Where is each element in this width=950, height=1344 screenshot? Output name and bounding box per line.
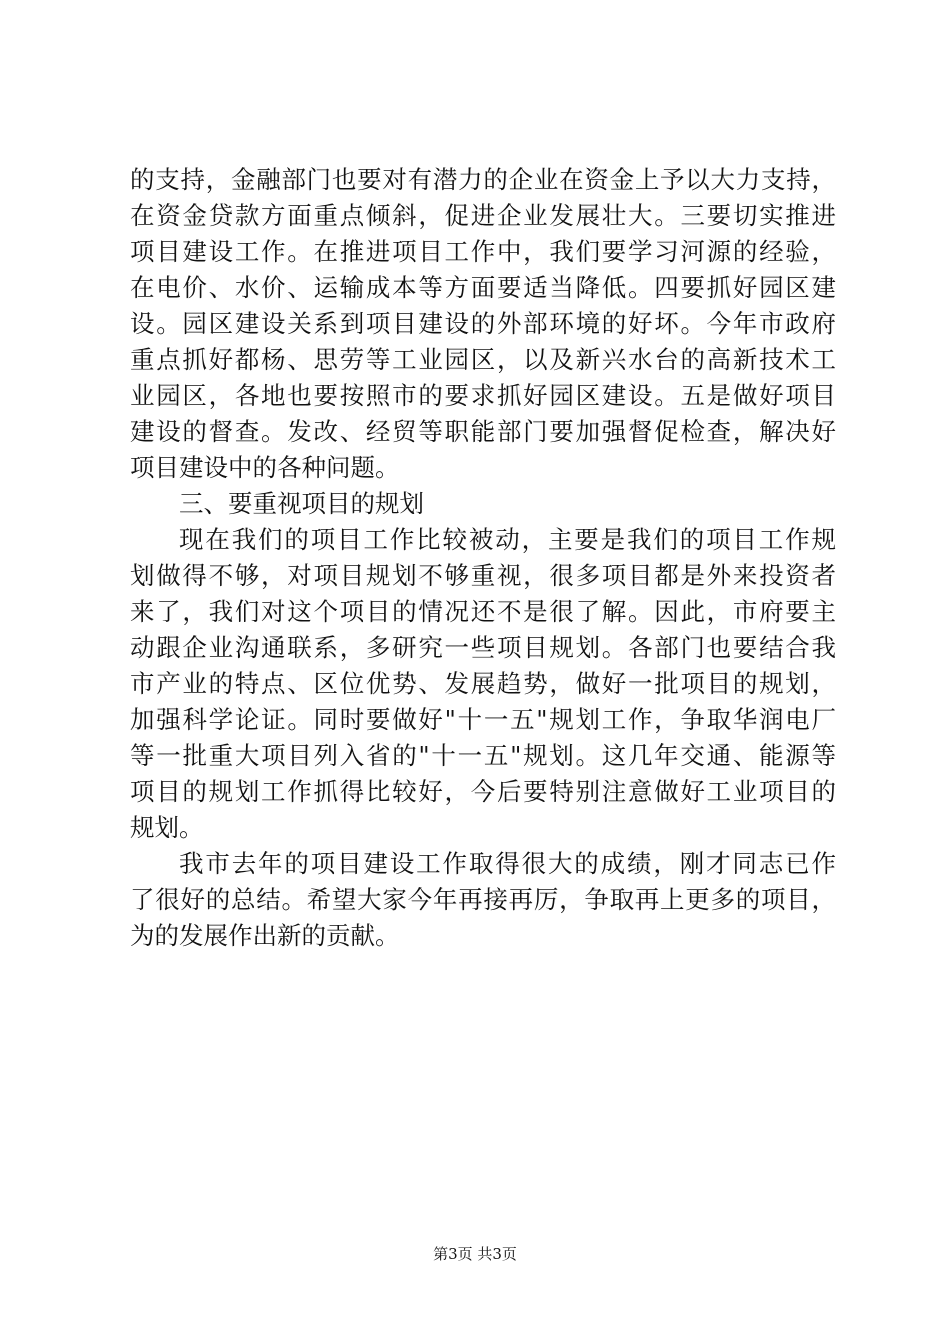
text-line: 动跟企业沟通联系，多研究一些项目规划。各部门也要结合我 xyxy=(130,633,836,662)
text-line: 业园区，各地也要按照市的要求抓好园区建设。五是做好项目 xyxy=(130,381,836,410)
text-line: 项目的规划工作抓得比较好，今后要特别注意做好工业项目的 xyxy=(130,777,836,806)
document-body xyxy=(130,162,836,954)
paragraph-3 xyxy=(130,846,836,954)
text-line: 我市去年的项目建设工作取得很大的成绩，刚才同志已作 xyxy=(179,849,836,878)
text-line: 的支持，金融部门也要对有潜力的企业在资金上予以大力支持， xyxy=(130,165,836,194)
text-line: 加强科学论证。同时要做好"十一五"规划工作，争取华润电厂 xyxy=(130,705,836,734)
text-line: 来了，我们对这个项目的情况还不是很了解。因此，市府要主 xyxy=(130,597,836,626)
text-line: 为的发展作出新的贡献。 xyxy=(130,921,400,950)
paragraph-1 xyxy=(130,162,836,486)
text-line: 划做得不够，对项目规划不够重视，很多项目都是外来投资者 xyxy=(130,561,836,590)
paragraph-2 xyxy=(130,522,836,846)
text-line: 市产业的特点、区位优势、发展趋势，做好一批项目的规划， xyxy=(130,669,836,698)
page-number-label: 第3页 共3页 xyxy=(433,1245,517,1263)
text-line: 建设的督查。发改、经贸等职能部门要加强督促检查，解决好 xyxy=(130,417,836,446)
text-line: 现在我们的项目工作比较被动，主要是我们的项目工作规 xyxy=(179,525,836,554)
text-line: 了很好的总结。希望大家今年再接再厉，争取再上更多的项目， xyxy=(130,885,836,914)
section-heading: 三、要重视项目的规划 xyxy=(179,489,424,518)
text-line: 项目建设中的各种问题。 xyxy=(130,453,400,482)
text-line: 等一批重大项目列入省的"十一五"规划。这几年交通、能源等 xyxy=(130,741,836,770)
text-line: 设。园区建设关系到项目建设的外部环境的好坏。今年市政府 xyxy=(130,309,836,338)
text-line: 在资金贷款方面重点倾斜，促进企业发展壮大。三要切实推进 xyxy=(130,201,836,230)
text-line: 项目建设工作。在推进项目工作中，我们要学习河源的经验， xyxy=(130,237,836,266)
text-line: 规划。 xyxy=(130,813,204,842)
page-footer xyxy=(0,1244,950,1264)
text-line: 重点抓好都杨、思劳等工业园区，以及新兴水台的高新技术工 xyxy=(130,345,836,374)
text-line: 在电价、水价、运输成本等方面要适当降低。四要抓好园区建 xyxy=(130,273,836,302)
